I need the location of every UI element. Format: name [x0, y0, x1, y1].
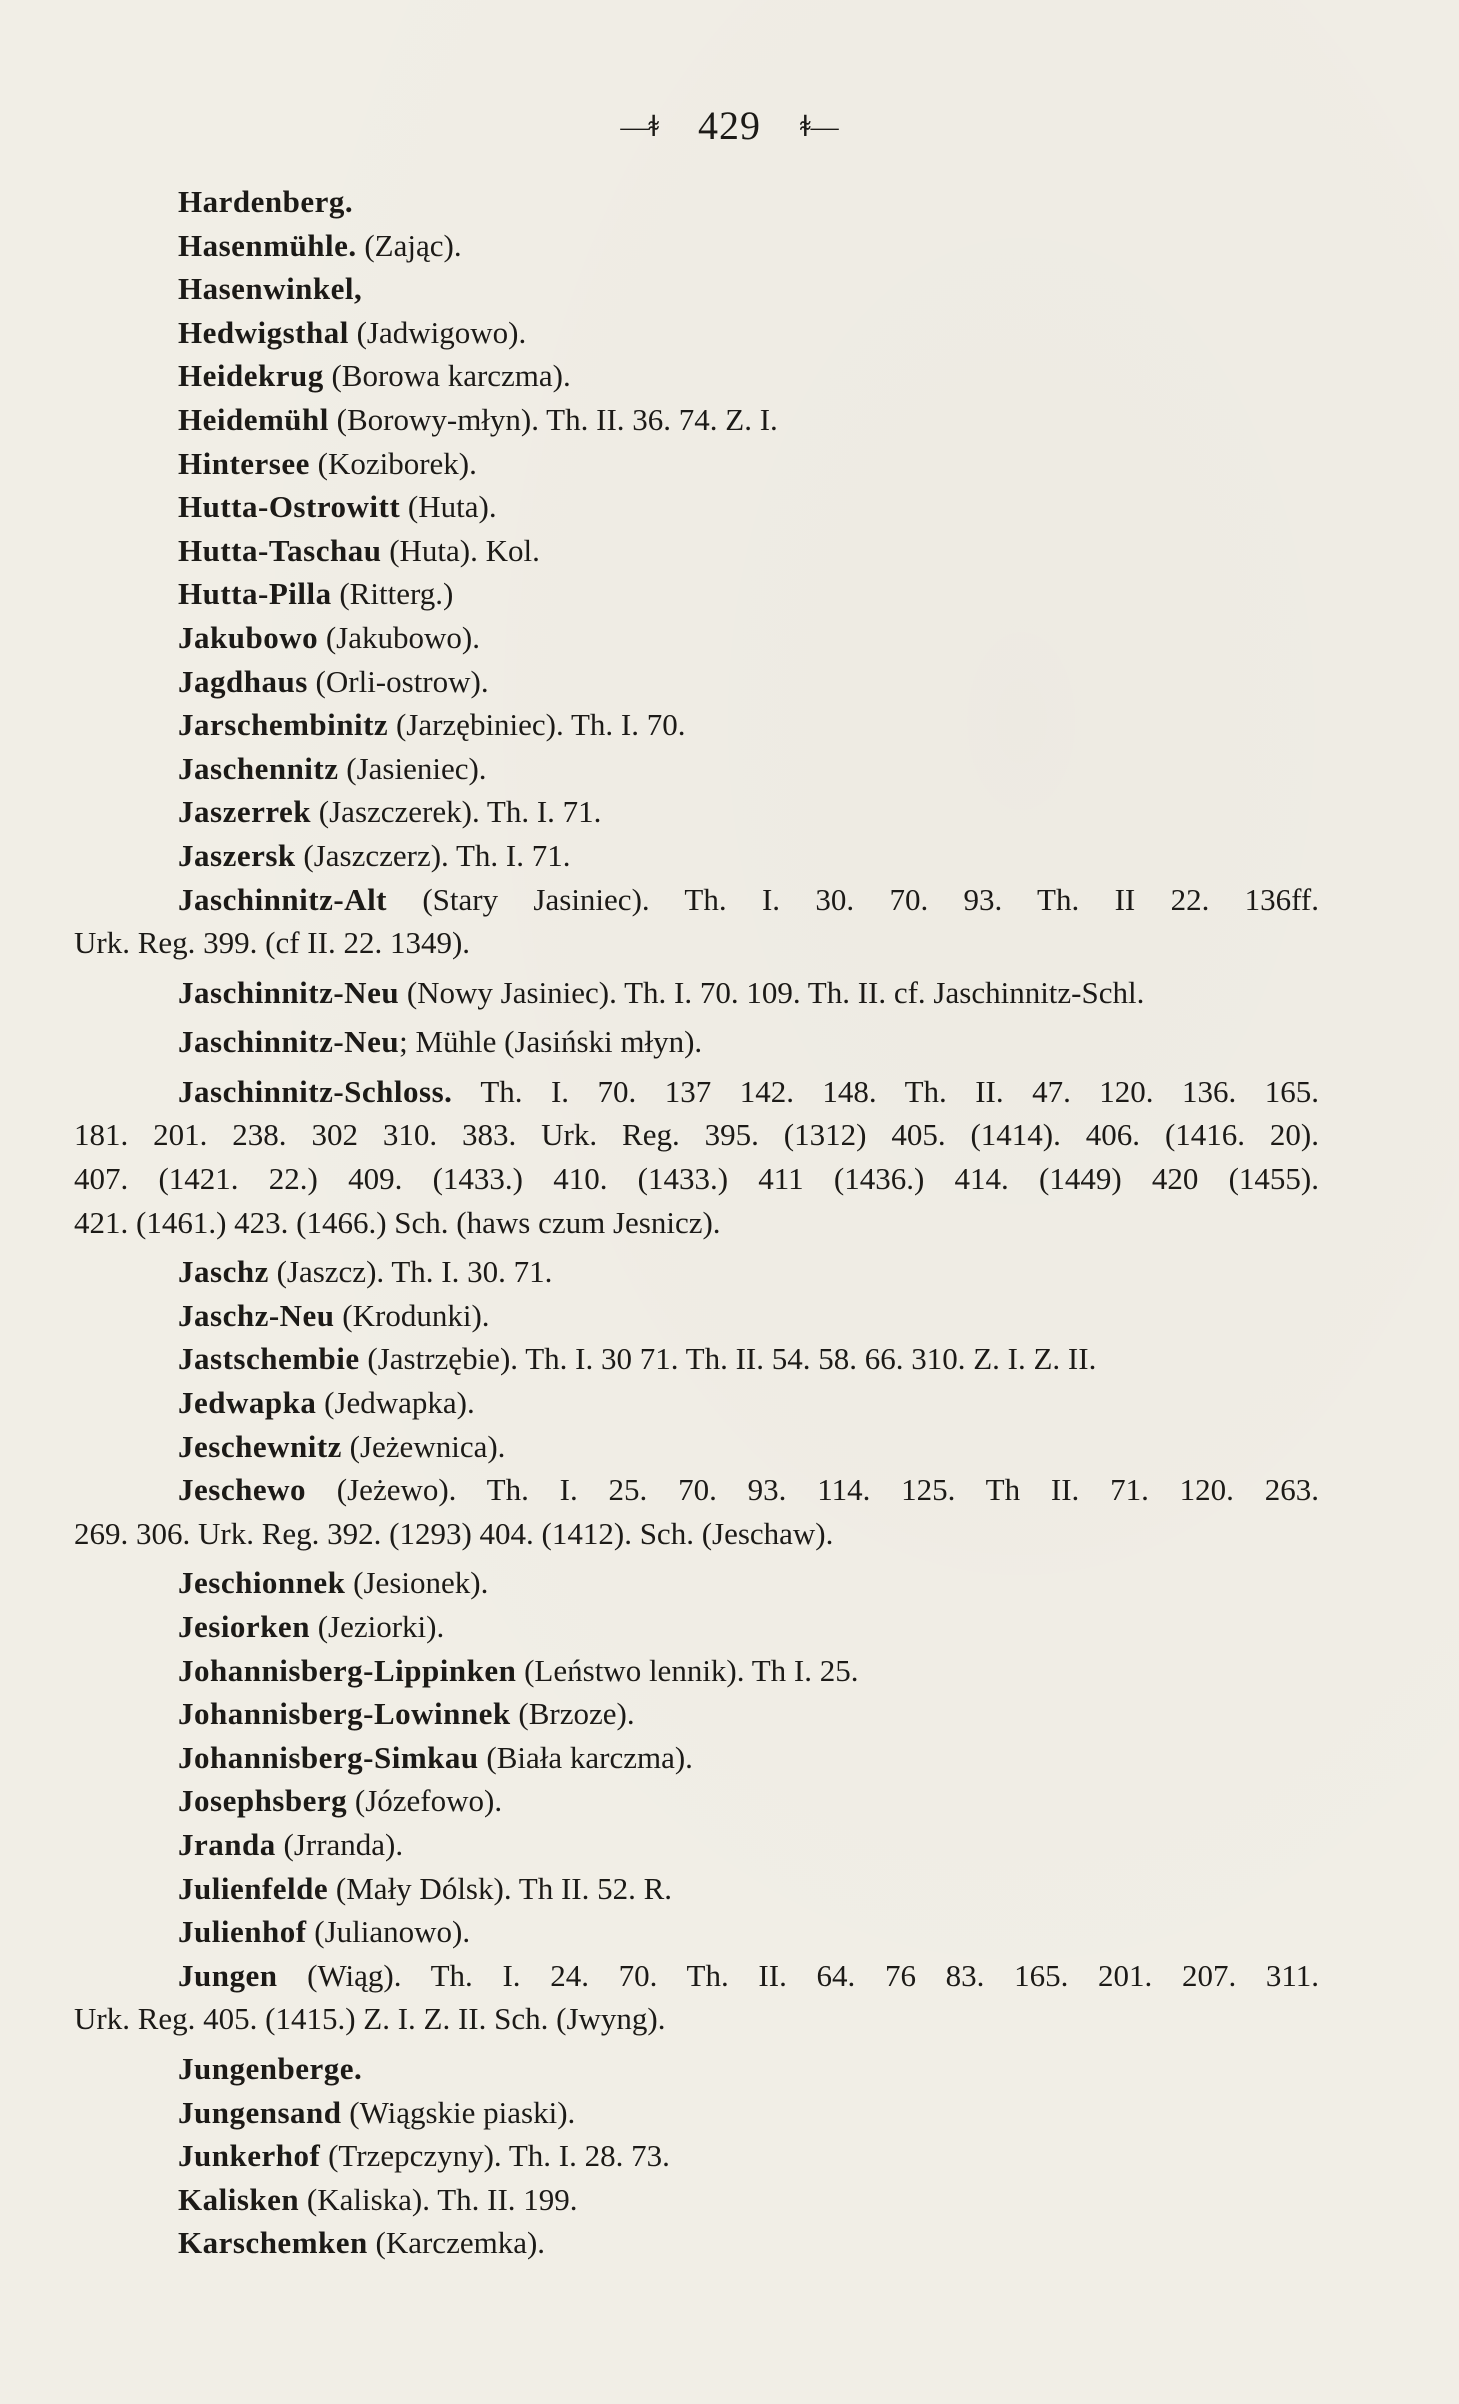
entry-text: (Jeziorki).: [309, 1609, 445, 1644]
entry-headword: Jranda: [178, 1826, 276, 1862]
entry-first-line: [178, 572, 1319, 616]
entry-first-line: [178, 267, 1319, 311]
entry-text: (Jaszcz). Th. I. 30. 71.: [268, 1254, 553, 1290]
index-entries: [0, 180, 1459, 2265]
entry-first-line: [178, 1605, 1319, 1649]
entry-text: (Józefowo).: [347, 1783, 503, 1819]
entry-headword: Julienfelde: [178, 1870, 329, 1906]
entry-headword: Hasenmühle.: [178, 227, 357, 263]
entry-text: (Karczemka).: [367, 2225, 546, 2261]
entry-headword: Jaschennitz: [178, 750, 339, 786]
entry-first-line: [178, 790, 1319, 834]
entry-first-line: [178, 398, 1319, 442]
entry-first-line: [178, 1779, 1319, 1823]
entry-headword: Hasenwinkel,: [178, 271, 363, 307]
index-entry: [0, 1736, 1459, 1780]
entry-headword: Jaschz: [178, 1254, 269, 1290]
entry-text: (Koziborek).: [309, 445, 477, 481]
entry-first-line: [178, 1692, 1319, 1736]
entry-text: (Brzoze).: [510, 1696, 635, 1732]
entry-first-line: [178, 660, 1319, 704]
entry-continuation-line: 269. 306. Urk. Reg. 392. (1293) 404. (1412). Sch. (Jeschaw).: [74, 1515, 834, 1551]
index-entry: [0, 1294, 1459, 1338]
index-entry: [0, 224, 1459, 268]
entry-text: (Jadwigowo).: [348, 314, 527, 350]
entry-first-line: [178, 1736, 1319, 1780]
entry-first-line: [178, 529, 1319, 573]
index-entry: [0, 1779, 1459, 1823]
entry-text: (Huta). Kol.: [381, 532, 540, 568]
entry-headword: Jeschewnitz: [178, 1428, 342, 1464]
entry-first-line: [178, 971, 1319, 1015]
entry-text: (Jedwapka).: [316, 1385, 475, 1421]
entry-headword: Jaszerrek: [178, 794, 312, 830]
entry-first-line: [178, 442, 1319, 486]
entry-first-line: [178, 616, 1319, 660]
entry-text: (Jasieniec).: [338, 750, 487, 786]
index-entry: [0, 1425, 1459, 1469]
index-entry: [0, 2091, 1459, 2135]
page-number: 429: [698, 103, 761, 149]
entry-first-line: [178, 1294, 1319, 1338]
entry-first-line: [178, 1867, 1319, 1911]
index-entry: [0, 311, 1459, 355]
entry-headword: Johannisberg-Lippinken: [178, 1652, 517, 1688]
entry-headword: Hedwigsthal: [178, 314, 349, 350]
entry-text: (Jakubowo).: [318, 619, 480, 655]
index-entry: [0, 1692, 1459, 1736]
index-entry: [0, 485, 1459, 529]
entry-headword: Jesiorken: [178, 1609, 310, 1644]
index-entry: [0, 616, 1459, 660]
index-entry: [0, 1649, 1459, 1693]
index-entry: [0, 1910, 1459, 1954]
entry-first-line: [178, 834, 1319, 878]
entry-headword: Hutta-Ostrowitt: [178, 489, 401, 525]
entry-headword: Jeschewo: [178, 1472, 306, 1508]
ornament-right: ꬸ—: [800, 111, 839, 143]
entry-headword: Jagdhaus: [178, 663, 308, 699]
index-entry: [0, 660, 1459, 704]
index-entry: [0, 1867, 1459, 1911]
entry-first-line: [178, 2134, 1319, 2178]
entry-continuation-line: 407. (1421. 22.) 409. (1433.) 410. (1433.) 411 (1436.) 414. (1449) 420 (1455).: [74, 1161, 1319, 1197]
entry-headword: Jaschz-Neu: [178, 1297, 335, 1333]
index-entry: [0, 1468, 1459, 1555]
entry-text: Th. I. 70. 137 142. 148. Th. II. 47. 120. 136. 165.: [452, 1073, 1319, 1109]
entry-first-line: [178, 1250, 1319, 1294]
index-entry: [0, 1337, 1459, 1381]
entry-text: (Orli-ostrow).: [307, 663, 489, 699]
index-entry: [0, 878, 1459, 965]
entry-first-line: [178, 2221, 1319, 2265]
entry-first-line: [178, 1381, 1319, 1425]
index-entry: [0, 1954, 1459, 2041]
index-entry: [0, 834, 1459, 878]
entry-text: (Julianowo).: [306, 1914, 471, 1950]
entry-headword: Hardenberg.: [178, 184, 354, 219]
entry-continuation-line: 181. 201. 238. 302 310. 383. Urk. Reg. 395. (1312) 405. (1414). 406. (1416. 20).: [74, 1117, 1319, 1153]
entry-continuation-line: Urk. Reg. 399. (cf II. 22. 1349).: [74, 925, 471, 961]
index-entry: [0, 1381, 1459, 1425]
entry-headword: Jungen: [178, 1957, 278, 1993]
entry-text: (Jesionek).: [345, 1565, 489, 1601]
entry-headword: Jaschinnitz-Neu: [178, 974, 400, 1010]
entry-headword: Jakubowo: [178, 619, 319, 655]
index-entry: [0, 398, 1459, 442]
entry-first-line: [178, 1823, 1319, 1867]
entry-first-line: [178, 311, 1319, 355]
index-entry: [0, 790, 1459, 834]
entry-first-line: [178, 1337, 1319, 1381]
index-entry: [0, 1823, 1459, 1867]
entry-headword: Heidekrug: [178, 358, 324, 394]
entry-headword: Johannisberg-Lowinnek: [178, 1696, 511, 1732]
entry-text: (Jarzębiniec). Th. I. 70.: [388, 707, 686, 743]
entry-continuation-line: Urk. Reg. 405. (1415.) Z. I. Z. II. Sch. (Jwyng).: [74, 2001, 666, 2037]
entry-first-line: [178, 1070, 1319, 1114]
entry-first-line: [178, 1468, 1319, 1512]
entry-text: (Jrranda).: [275, 1826, 404, 1862]
index-entry: [0, 1020, 1459, 1064]
entry-text: (Trzepczyny). Th. I. 28. 73.: [320, 2138, 670, 2174]
entry-headword: Hutta-Pilla: [178, 576, 332, 612]
entry-headword: Hintersee: [178, 445, 310, 481]
entry-headword: Jaszersk: [178, 837, 296, 873]
ornament-left: —ꬸ: [620, 111, 659, 143]
entry-first-line: [178, 2091, 1319, 2135]
entry-first-line: [178, 1649, 1319, 1693]
entry-headword: Johannisberg-Simkau: [178, 1739, 479, 1775]
entry-text: (Jeżewo). Th. I. 25. 70. 93. 114. 125. Th II. 71. 120. 263.: [305, 1472, 1319, 1508]
index-entry: [0, 2134, 1459, 2178]
entry-text: (Biała karczma).: [478, 1739, 693, 1775]
index-entry: [0, 1605, 1459, 1649]
entry-first-line: [178, 354, 1319, 398]
entry-text: (Jastrzębie). Th. I. 30 71. Th. II. 54. 58. 66. 310. Z. I. Z. II.: [359, 1341, 1097, 1377]
entry-first-line: [178, 180, 1319, 224]
entry-text: (Stary Jasiniec). Th. I. 30. 70. 93. Th. II 22. 136ff.: [387, 881, 1319, 917]
entry-text: (Zając).: [356, 227, 462, 263]
entry-first-line: [178, 747, 1319, 791]
entry-headword: Heidemühl: [178, 401, 329, 437]
entry-text: (Jaszczerek). Th. I. 71.: [311, 794, 602, 830]
entry-text: ; Mühle (Jasiński młyn).: [399, 1024, 703, 1060]
index-entry: [0, 971, 1459, 1015]
entry-headword: Jaschinnitz-Alt: [178, 881, 387, 917]
index-entry: [0, 354, 1459, 398]
entry-text: (Wiągskie piaski).: [341, 2094, 576, 2130]
entry-first-line: [178, 1561, 1319, 1605]
entry-first-line: [178, 1020, 1319, 1064]
entry-headword: Hutta-Taschau: [178, 532, 382, 568]
index-entry: [0, 267, 1459, 311]
index-entry: [0, 703, 1459, 747]
entry-headword: Jaschinnitz-Neu: [178, 1024, 400, 1060]
index-entry: [0, 1250, 1459, 1294]
entry-text: (Leństwo lennik). Th I. 25.: [516, 1652, 859, 1688]
index-entry: [0, 747, 1459, 791]
index-entry: [0, 572, 1459, 616]
entry-text: (Borowy-młyn). Th. II. 36. 74. Z. I.: [328, 401, 778, 437]
entry-first-line: [178, 1425, 1319, 1469]
entry-continuation-line: 421. (1461.) 423. (1466.) Sch. (haws czum Jesnicz).: [74, 1204, 721, 1240]
entry-headword: Julienhof: [178, 1914, 307, 1950]
entry-first-line: [178, 485, 1319, 529]
entry-headword: Jarschembinitz: [178, 707, 389, 743]
entry-headword: Junkerhof: [178, 2138, 321, 2174]
entry-text: (Wiąg). Th. I. 24. 70. Th. II. 64. 76 83. 165. 201. 207. 311.: [277, 1957, 1319, 1993]
entry-text: (Jeżewnica).: [341, 1428, 506, 1464]
entry-text: (Borowa karczma).: [323, 358, 571, 394]
entry-headword: Jungenberge.: [178, 2050, 363, 2086]
index-entry: [0, 1561, 1459, 1605]
entry-headword: Jaschinnitz-Schloss.: [178, 1073, 453, 1109]
entry-headword: Jeschionnek: [178, 1565, 346, 1601]
entry-text: (Mały Dólsk). Th II. 52. R.: [328, 1870, 673, 1906]
entry-headword: Jedwapka: [178, 1385, 317, 1421]
entry-first-line: [178, 1954, 1319, 1998]
entry-first-line: [178, 2047, 1319, 2091]
entry-text: (Ritterg.): [331, 576, 454, 612]
entry-headword: Jungensand: [178, 2094, 342, 2130]
entry-first-line: [178, 2178, 1319, 2222]
entry-headword: Karschemken: [178, 2225, 368, 2261]
index-entry: [0, 180, 1459, 224]
entry-first-line: [178, 224, 1319, 268]
entry-text: (Nowy Jasiniec). Th. I. 70. 109. Th. II. cf. Jaschinnitz-Schl.: [399, 974, 1145, 1010]
index-entry: [0, 2178, 1459, 2222]
entry-text: (Kaliska). Th. II. 199.: [299, 2181, 578, 2217]
entry-first-line: [178, 1910, 1319, 1954]
index-entry: [0, 1070, 1459, 1244]
entry-first-line: [178, 703, 1319, 747]
page-header: [0, 98, 1459, 149]
entry-headword: Josephsberg: [178, 1783, 348, 1819]
index-entry: [0, 2221, 1459, 2265]
entry-text: (Huta).: [400, 489, 497, 525]
index-entry: [0, 442, 1459, 486]
entry-first-line: [178, 878, 1319, 922]
entry-headword: Jastschembie: [178, 1341, 360, 1377]
index-entry: [0, 529, 1459, 573]
index-entry: [0, 2047, 1459, 2091]
entry-text: (Jaszczerz). Th. I. 71.: [295, 837, 571, 873]
entry-headword: Kalisken: [178, 2181, 300, 2217]
entry-text: (Krodunki).: [334, 1297, 490, 1333]
